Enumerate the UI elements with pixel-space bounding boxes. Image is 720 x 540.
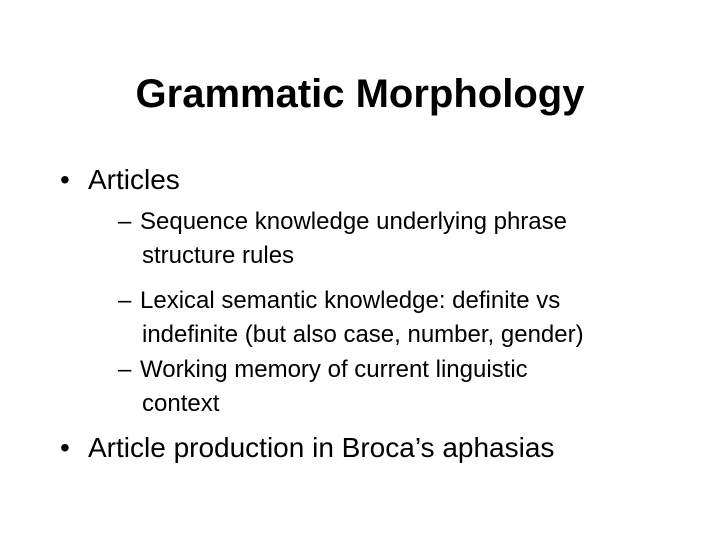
- sub-bullet-marker: –: [118, 287, 132, 314]
- sub-bullet-text-line2: context: [142, 390, 220, 417]
- sub-bullet-text-line1: Working memory of current linguistic: [140, 356, 528, 383]
- bullet-text: Articles: [88, 164, 180, 195]
- slide-title: Grammatic Morphology: [135, 72, 585, 116]
- bullet-marker: •: [60, 164, 70, 195]
- sub-bullet-marker: –: [118, 356, 132, 383]
- bullet-text: Article production in Broca’s aphasias: [88, 432, 555, 463]
- bullet-marker: •: [60, 432, 70, 463]
- sub-bullet-text-line2: structure rules: [142, 242, 295, 269]
- sub-bullet-text-line1: Lexical semantic knowledge: definite vs: [140, 287, 561, 314]
- sub-bullet-text-line1: Sequence knowledge underlying phrase: [140, 208, 567, 235]
- sub-bullet-marker: –: [118, 208, 132, 235]
- sub-bullet-text-line2: indefinite (but also case, number, gender): [142, 321, 584, 348]
